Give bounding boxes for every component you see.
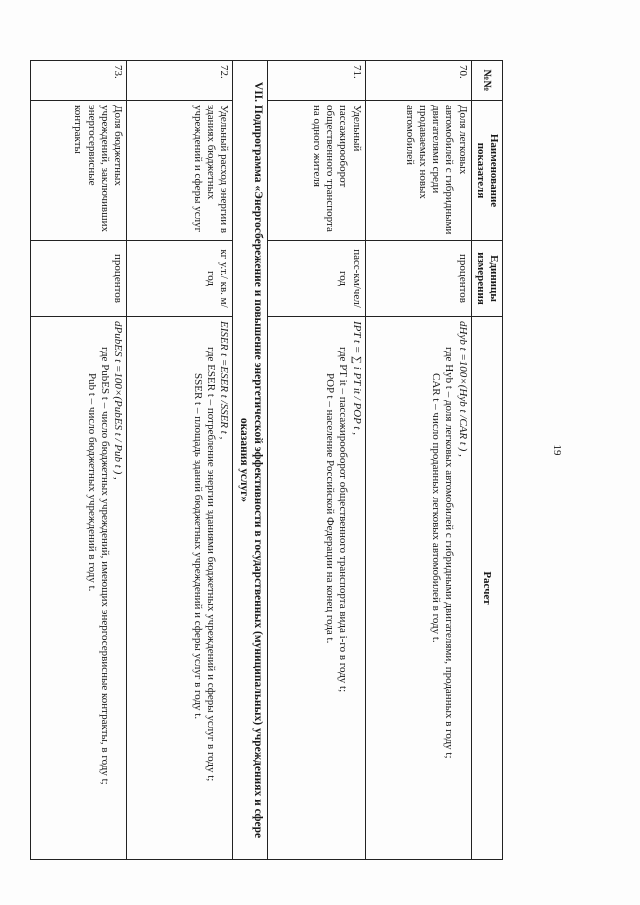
formula-note: где PubES t – число бюджетных учреждений, имеющих энергосервисные контракты, в году t; [98, 347, 111, 785]
formula-note: Pub t – число бюджетных учреждений в году t. [85, 373, 98, 592]
row-calc [127, 317, 233, 860]
header-num: №№ [471, 61, 502, 101]
table-row [365, 61, 471, 860]
header-unit: Единицы измерения [471, 241, 502, 317]
formula-note: где PT it – пассажирооборот общественного транспорта вида i-го в году t; [337, 347, 350, 693]
indicators-table [30, 60, 503, 860]
formula-note: CAR t – число проданных легковых автомобилей в году t. [430, 373, 443, 643]
row-unit: пасс-км/чел/год [267, 241, 365, 317]
formula-note: SSER t – площадь зданий бюджетных учреждений и сферы услуг в году t. [191, 373, 204, 720]
header-calc: Расчет [471, 317, 502, 860]
formula: dHyb t =100×(Hyb t /CAR t ) , [456, 321, 469, 457]
formula-note: где Hyb t – доля легковых автомобилей с гибридными двигателями, проданных в году t; [443, 347, 456, 759]
row-unit: кг у.т./ кв. м/год [127, 241, 233, 317]
row-num: 71. [267, 61, 365, 101]
formula: EISER t =ESER t /SSER t , [218, 321, 231, 440]
table-row [31, 61, 127, 860]
row-name: Удельный расход энергии в зданиях бюджетных учреждений и сферы услуг [127, 101, 233, 241]
row-num: 72. [127, 61, 233, 101]
formula-note: где ESER t – потребление энергии зданиями бюджетных учреждений и сферы услуг в году t; [204, 347, 217, 782]
row-name: Удельный пассажирооборот общественного транспорта на одного жителя [267, 101, 365, 241]
row-calc [31, 317, 127, 860]
rotated-table-wrapper [55, 60, 503, 860]
row-unit: процентов [365, 241, 471, 317]
table-row [127, 61, 233, 860]
row-num: 73. [31, 61, 127, 101]
section-title: VII. Подпрограмма «Энергосбережение и повышение энергетической эффективности в государственных (муниципальных) учреждениях и сфере оказания услуг» [233, 61, 268, 860]
formula: IPT t = ∑ i PT it / POP t , [350, 321, 363, 435]
row-num: 70. [365, 61, 471, 101]
formula-note: POP t – население Российской Федерации на конец года t. [324, 373, 337, 644]
header-row [471, 61, 502, 860]
header-name: Наименование показателя [471, 101, 502, 241]
row-calc [267, 317, 365, 860]
section-row [233, 61, 268, 860]
table-row [267, 61, 365, 860]
row-unit: процентов [31, 241, 127, 317]
page-number: 19 [551, 444, 563, 456]
formula: dPubES t =100×(PubES t / Pub t ) , [112, 321, 125, 480]
row-name: Доля бюджетных учреждений, заключивших энергосервисные контракты [31, 101, 127, 241]
row-name: Доля легковых автомобилей с гибридными двигателями среди продаваемых новых автомобилей [365, 101, 471, 241]
row-calc [365, 317, 471, 860]
